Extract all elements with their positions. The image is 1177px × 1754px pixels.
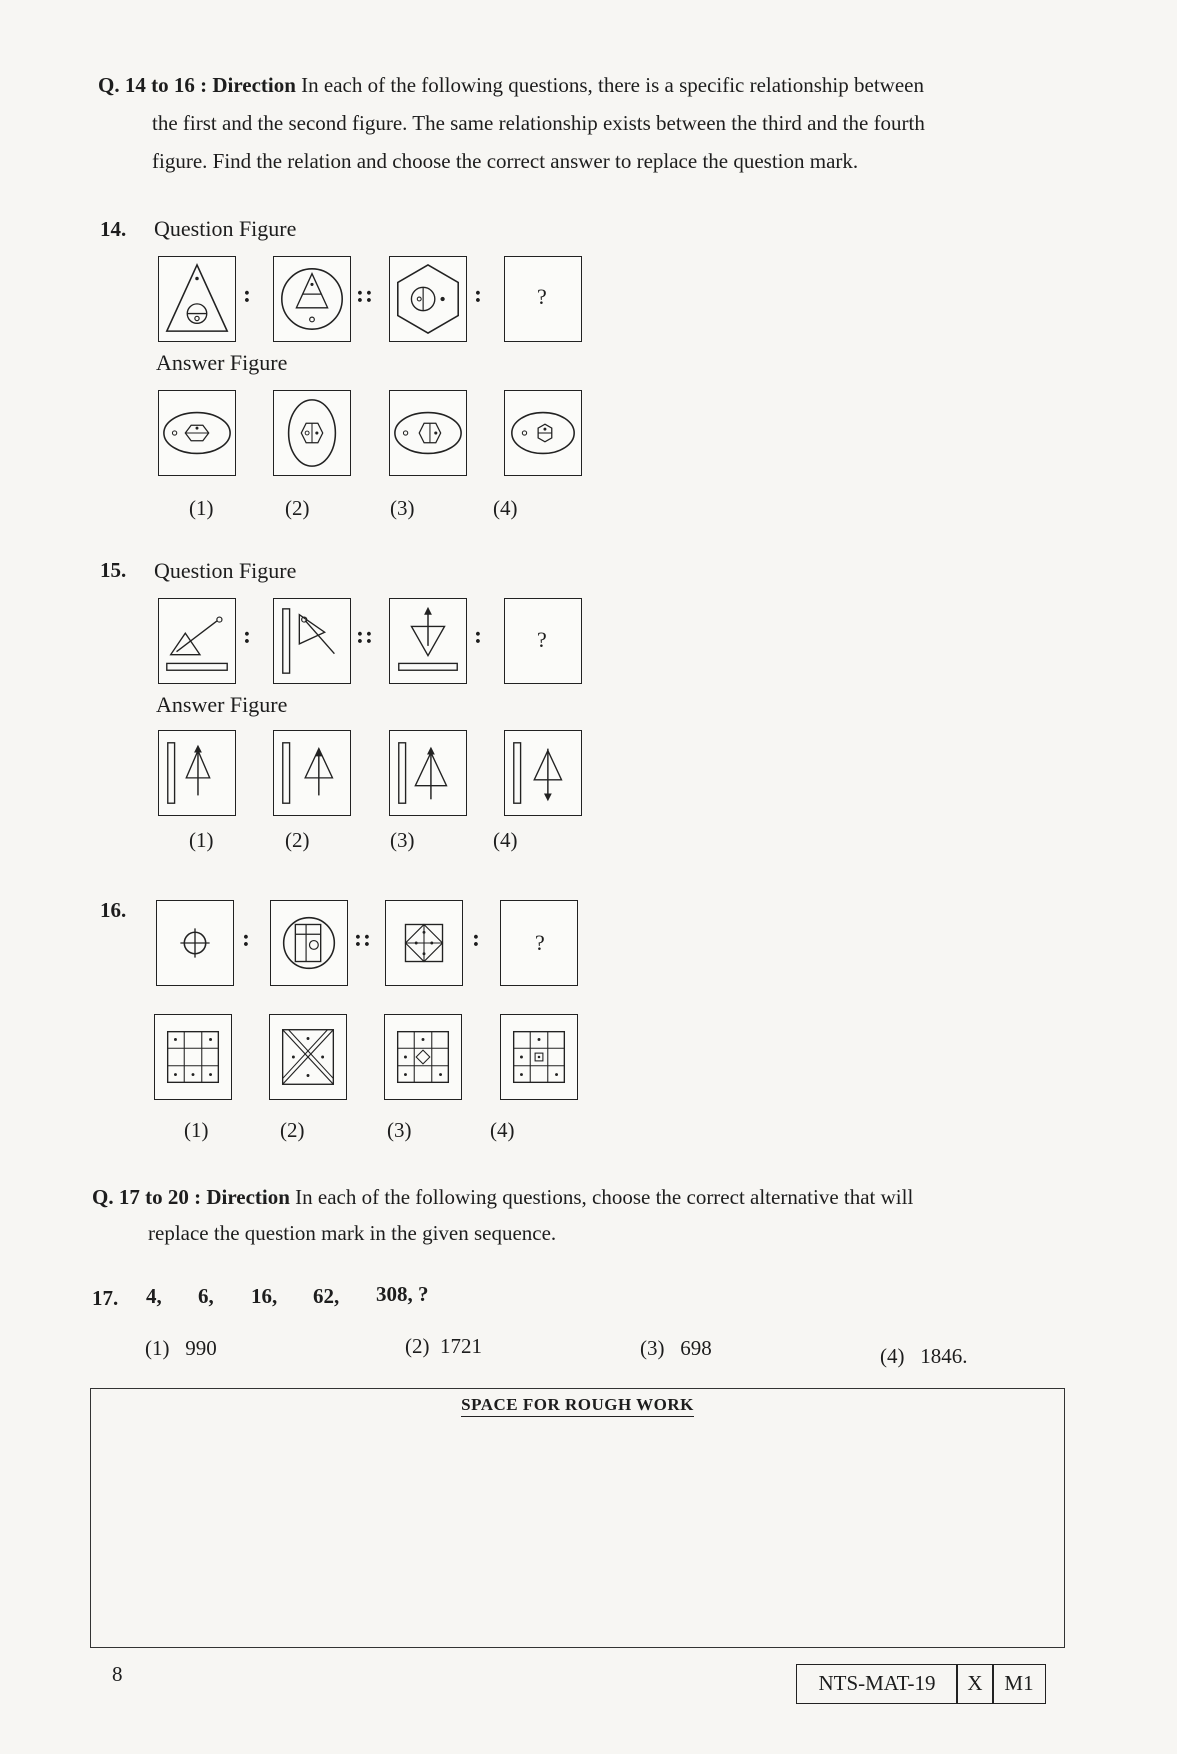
q17-term-1: 4, [146,1284,162,1308]
q17-option-3[interactable]: (3) 698 [640,1336,712,1360]
q14-question-figure-3 [389,256,467,342]
q14-question-label: Question Figure [154,216,297,241]
q15-question-figure-1 [158,598,236,684]
q16-number: 16. [100,898,127,922]
q14-question-figure-1 [158,256,236,342]
q14-number: 14. [100,217,127,241]
direction-17-20-line1: Q. 17 to 20 : Direction In each of the following questions, choose the correct alternative that will [92,1185,914,1209]
q17-term-5: 308, ? [376,1282,429,1306]
direction-14-16-line1: Q. 14 to 16 : Direction In each of the following questions, there is a specific relationship between [98,73,924,97]
q14-separator-3: : [474,282,483,308]
q15-separator-1: : [243,623,252,649]
q16-option-label-4: (4) [490,1118,515,1142]
q15-question-label: Question Figure [154,558,297,583]
q15-question-figure-2 [273,598,351,684]
q15-option-label-1: (1) [189,828,214,852]
paper-medium: M1 [992,1664,1046,1704]
q17-term-4: 62, [313,1284,340,1308]
q16-option-label-1: (1) [184,1118,209,1142]
q14-answer-option-2[interactable] [273,390,351,476]
q17-option-1[interactable]: (1) 990 [145,1336,217,1360]
q15-answer-option-1[interactable] [158,730,236,816]
direction-17-20-line2: replace the question mark in the given sequence. [148,1221,557,1245]
q16-answer-option-1[interactable] [154,1014,232,1100]
q15-option-label-4: (4) [493,828,518,852]
q14-separator-2: :: [356,282,374,308]
q15-separator-3: : [474,623,483,649]
q15-answer-label: Answer Figure [156,692,288,717]
q16-answer-option-2[interactable] [269,1014,347,1100]
q14-answer-option-4[interactable] [504,390,582,476]
q16-question-figure-3 [385,900,463,986]
q17-option-2[interactable]: (2) 1721 [405,1334,482,1358]
q16-separator-3: : [472,926,481,952]
q14-option-label-4: (4) [493,496,518,520]
rough-work-title: SPACE FOR ROUGH WORK [91,1395,1064,1415]
q15-separator-2: :: [356,623,374,649]
q16-separator-1: : [242,926,251,952]
page-number: 8 [112,1662,123,1686]
q15-answer-option-3[interactable] [389,730,467,816]
q16-answer-option-3[interactable] [384,1014,462,1100]
q15-answer-option-4[interactable] [504,730,582,816]
q16-question-figure-2 [270,900,348,986]
q14-option-label-3: (3) [390,496,415,520]
q16-option-label-3: (3) [387,1118,412,1142]
q15-option-label-3: (3) [390,828,415,852]
paper-set: X [956,1664,994,1704]
q15-option-label-2: (2) [285,828,310,852]
q15-number: 15. [100,558,127,582]
q16-separator-2: :: [354,926,372,952]
q17-term-3: 16, [251,1284,278,1308]
q14-separator-1: : [243,282,252,308]
q15-question-figure-3 [389,598,467,684]
q16-answer-option-4[interactable] [500,1014,578,1100]
rough-work-box [90,1388,1065,1648]
q16-question-figure-1 [156,900,234,986]
q16-question-mark: ? [535,930,545,955]
q15-answer-option-2[interactable] [273,730,351,816]
paper-code: NTS-MAT-19 [796,1664,958,1704]
q17-option-4[interactable]: (4) 1846. [880,1344,968,1368]
q14-answer-option-1[interactable] [158,390,236,476]
q17-number: 17. [92,1286,119,1310]
q15-question-mark: ? [537,627,547,652]
direction-14-16-line2: the first and the second figure. The same relationship exists between the third and the fourth [152,111,925,135]
q14-question-mark: ? [537,284,547,309]
q14-option-label-2: (2) [285,496,310,520]
q14-option-label-1: (1) [189,496,214,520]
q16-option-label-2: (2) [280,1118,305,1142]
q17-term-2: 6, [198,1284,214,1308]
direction-14-16-line3: figure. Find the relation and choose the correct answer to replace the question mark. [152,149,859,173]
q14-question-figure-2 [273,256,351,342]
q14-answer-label: Answer Figure [156,350,288,375]
q14-answer-option-3[interactable] [389,390,467,476]
